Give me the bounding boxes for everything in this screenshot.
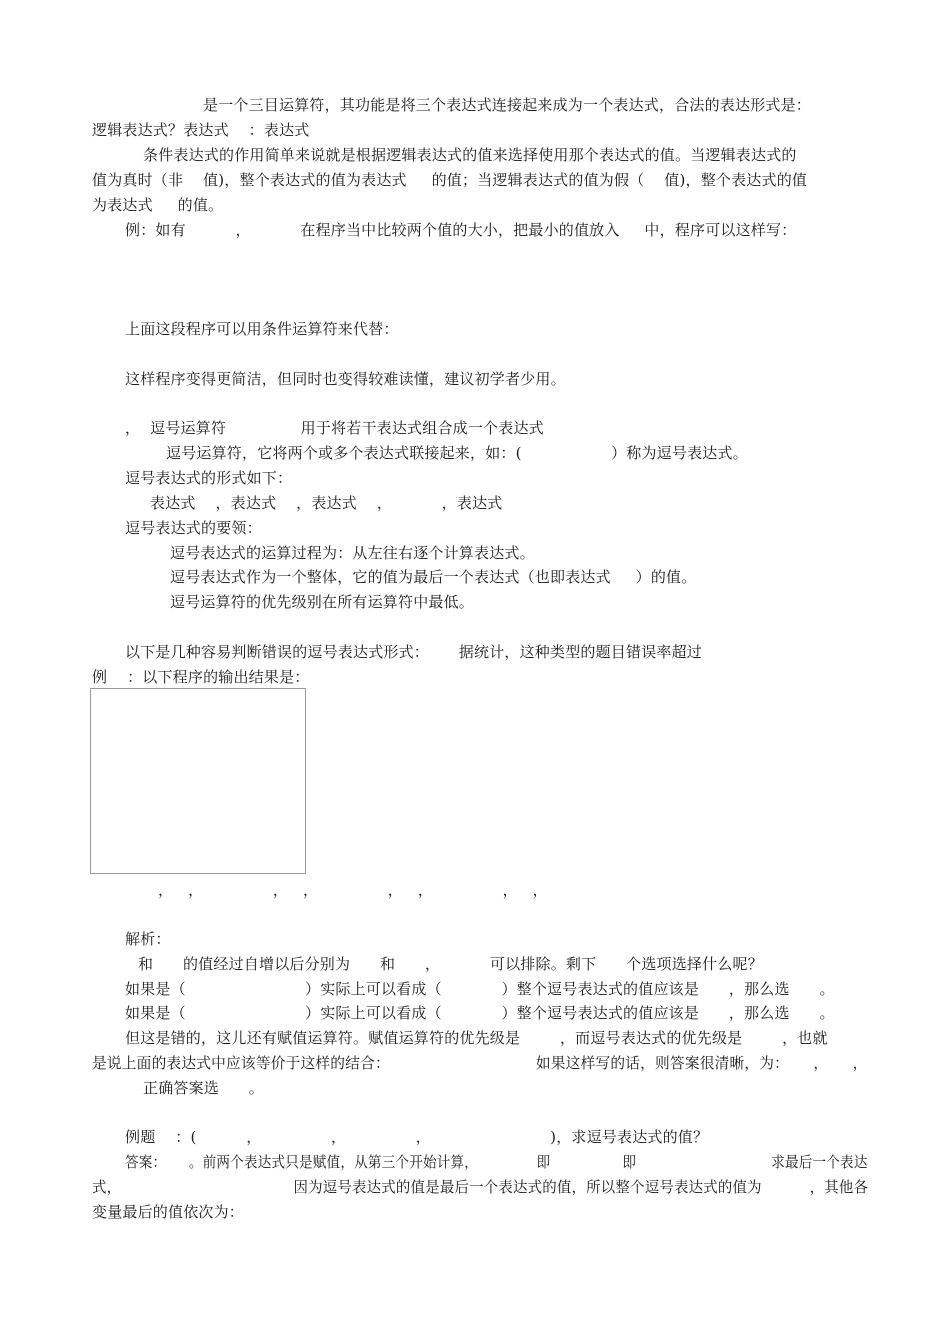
text-line: 逗号运算符，它将两个或多个表达式联接起来，如：( ）称为逗号表达式。 xyxy=(166,444,748,462)
text-line: 为表达式 的值。 xyxy=(92,196,224,214)
text-line: 例题 ：( ， ， ， )，求逗号表达式的值？ xyxy=(125,1128,709,1146)
text-line: 逗号表达式的运算过程为：从左往右逐个计算表达式。 xyxy=(170,544,535,562)
text-line: 但这是错的，这儿还有赋值运算符。赋值运算符的优先级是 ，而逗号表达式的优先级是 ，也就 xyxy=(125,1029,828,1047)
text-line: 条件表达式的作用简单来说就是根据逻辑表达式的值来选择使用那个表达式的值。当逻辑表达式的 xyxy=(143,146,797,164)
section-heading: ， 逗号运算符 用于将若干表达式组合成一个表达式 xyxy=(125,419,544,437)
text-line: 逗号表达式的形式如下： xyxy=(125,469,293,487)
code-image-box xyxy=(90,688,306,874)
text-line: 逻辑表达式？表达式 ：表达式 xyxy=(92,121,310,139)
options-line: ， ， ， ， ， ， ， ， xyxy=(158,881,548,899)
text-line: 这样程序变得更简洁，但同时也变得较难读懂，建议初学者少用。 xyxy=(125,370,566,388)
text-line: 式， 因为逗号表达式的值是最后一个表达式的值，所以整个逗号表达式的值为 ，其他各 xyxy=(92,1178,869,1196)
text-line: 以下是几种容易判断错误的逗号表达式形式： 据统计，这种类型的题目错误率超过 xyxy=(125,643,703,661)
text-line: 是一个三目运算符，其功能是将三个表达式连接起来成为一个表达式，合法的表达形式是： xyxy=(203,96,812,114)
text-line: 表达式 ，表达式 ，表达式 ， ，表达式 xyxy=(150,494,503,512)
text-line: 正确答案选 。 xyxy=(143,1079,265,1097)
text-line: 和 的值经过自增以后分别为 和 ， 可以排除。剩下 个选项选择什么呢？ xyxy=(138,955,763,973)
text-line: 如果是（ ）实际上可以看成（ ）整个逗号表达式的值应该是 ，那么选 。 xyxy=(125,1004,835,1022)
text-line: 答案： 。前两个表达式只是赋值，从第三个开始计算， 即 即 求最后一个表达 xyxy=(125,1153,868,1171)
text-line: 例：如有 ， 在程序当中比较两个值的大小，把最小的值放入 中，程序可以这样写： xyxy=(125,221,797,239)
text-line: 解析： xyxy=(125,930,171,948)
text-line: 是说上面的表达式中应该等价于这样的结合： 如果这样写的话，则答案很清晰，为： ， ， xyxy=(92,1054,868,1072)
text-line: 如果是（ ）实际上可以看成（ ）整个逗号表达式的值应该是 ，那么选 。 xyxy=(125,980,835,998)
text-line: 逗号表达式作为一个整体，它的值为最后一个表达式（也即表达式 ）的值。 xyxy=(170,568,697,586)
text-line: 变量最后的值依次为： xyxy=(92,1203,245,1221)
text-line: 上面这段程序可以用条件运算符来代替： xyxy=(125,320,399,338)
text-line: 逗号运算符的优先级别在所有运算符中最低。 xyxy=(170,593,475,611)
text-line: 逗号表达式的要领： xyxy=(125,519,262,537)
text-line: 例 ：以下程序的输出结果是： xyxy=(92,668,310,686)
text-line: 值为真时（非 值)，整个表达式的值为表达式 的值；当逻辑表达式的值为假（ 值)，整个表达式的值 xyxy=(92,171,808,189)
